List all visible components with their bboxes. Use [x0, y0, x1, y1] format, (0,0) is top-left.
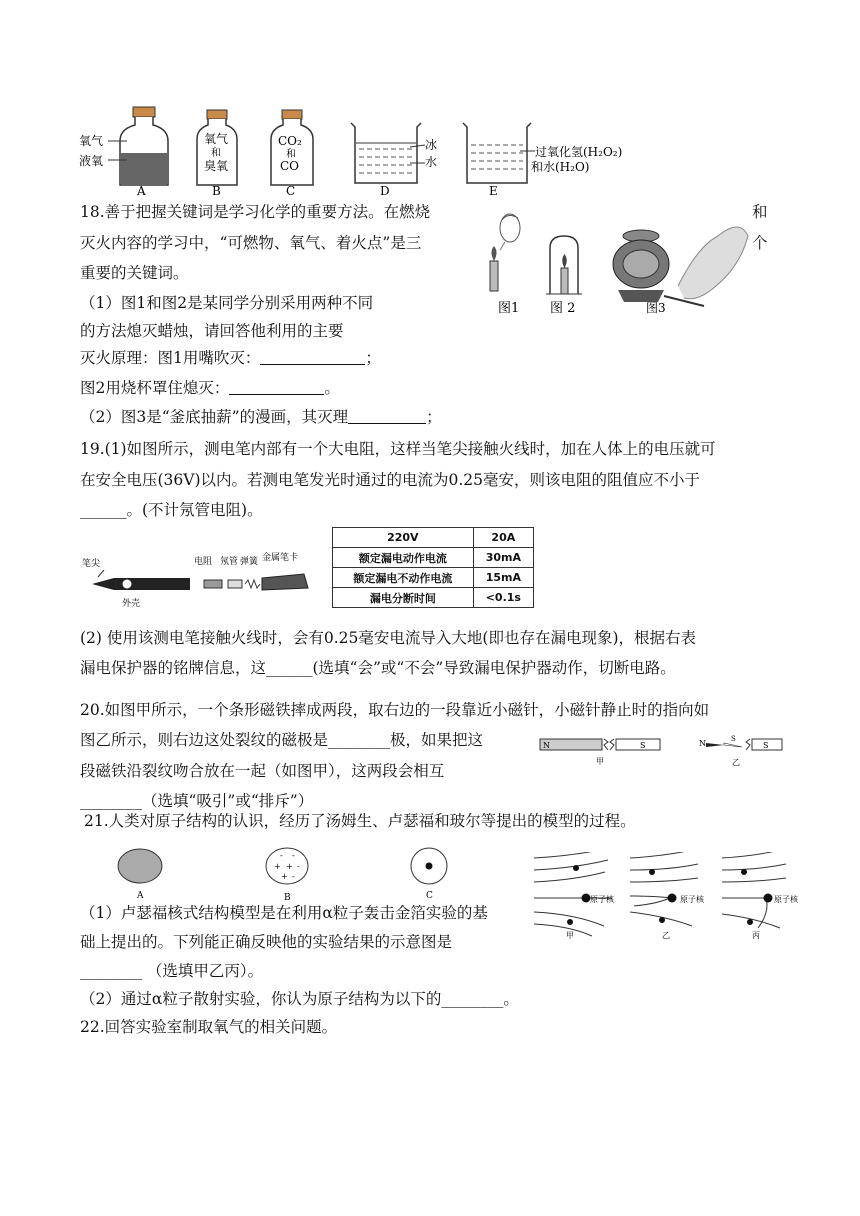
bottle-c-letter: C — [286, 184, 296, 197]
q21-line-5: （2）通过α粒子散射实验，你认为原子结构为以下的________。 — [80, 990, 519, 1008]
q18-line-4: （1）图1和图2是某同学分别采用两种不同 — [80, 294, 374, 312]
q18-line-1-tail: 和 — [752, 203, 768, 221]
q18-answer-blank-1[interactable] — [260, 350, 365, 365]
minus-sign: - — [297, 862, 300, 871]
scatter-jia-caption: 甲 — [566, 931, 574, 940]
q19-line-4: (2) 使用该测电笔接触火线时，会有0.25毫安电流导入大地(即也存在漏电现象)，根据右表 — [80, 629, 696, 647]
bottles-figure — [75, 105, 645, 197]
needle-n-label: N — [699, 739, 706, 748]
right-magnet-s-label: S — [763, 741, 769, 750]
scattering-figure — [530, 852, 810, 942]
q19-line-3: ______。(不计氖管电阻)。 — [80, 501, 263, 519]
table-row — [333, 548, 534, 568]
q22-line-1: 22.回答实验室制取氧气的相关问题。 — [80, 1018, 338, 1036]
atom-models-figure — [110, 846, 460, 904]
q21-line-3: 础上提出的。下列能正确反映他的实验结果的示意图是 — [80, 933, 453, 951]
q20-line-1: 20.如图甲所示，一个条形磁铁摔成两段，取右边的一段靠近小磁针，小磁针静止时的指向如 — [80, 701, 710, 719]
bottle-a-letter: A — [137, 184, 146, 197]
model-c-letter: C — [426, 891, 433, 901]
breaker-spec-table — [332, 527, 534, 608]
q18-line-5: 的方法熄灭蜡烛，请回答他利用的主要 — [80, 322, 344, 340]
table-row — [333, 528, 534, 548]
needle-s-label: S — [731, 735, 736, 743]
pen-label-shell: 外壳 — [122, 599, 141, 609]
q18-line-8 — [80, 406, 442, 428]
fig3-label: 图3 — [646, 301, 666, 315]
table-cell: 220V — [333, 528, 474, 548]
pen-label-spring: 弹簧 — [240, 557, 259, 567]
q18-line-6-text: 灭火原理：图1用嘴吹灭： — [80, 349, 261, 367]
bottle-c — [271, 110, 313, 197]
q19-line-5: 漏电保护器的铭牌信息，这______(选填“会”或“不会”导致漏电保护器动作，切断电路。 — [80, 659, 676, 677]
q20-line-3: 段磁铁沿裂纹吻合放在一起（如图甲），这两段会相互 — [80, 762, 445, 780]
beaker-d-label-1: 冰 — [425, 138, 438, 152]
bottle-c-label-3: CO — [280, 159, 300, 173]
scatter-yi-caption: 乙 — [662, 931, 670, 940]
q18-line-7-end: 。 — [324, 379, 340, 397]
model-c-nuclear — [411, 848, 447, 901]
bottle-b-label-1: 氧气 — [204, 132, 229, 146]
table-cell: 额定漏电不动作电流 — [333, 568, 474, 588]
fig2-covered-candle — [546, 236, 582, 316]
fig1-candle-blow — [490, 214, 520, 316]
magnet-figure — [538, 733, 788, 767]
q18-line-2: 灭火内容的学习中，“可燃物、氧气、着火点”是三 — [80, 234, 422, 252]
q18-figures — [478, 206, 750, 318]
bottle-b — [197, 110, 237, 197]
beaker-e-label-1: 过氧化氢(H₂O₂) — [535, 145, 623, 159]
q18-line-1: 18.善于把握关键词是学习化学的重要方法。在燃烧 — [80, 203, 431, 221]
table-cell: 额定漏电动作电流 — [333, 548, 474, 568]
magnet-s-label: S — [640, 741, 646, 750]
model-b-letter: B — [284, 893, 291, 903]
model-a-letter: A — [137, 891, 144, 901]
table-cell: 20A — [473, 528, 533, 548]
beaker-e — [463, 123, 622, 197]
table-cell: <0.1s — [473, 588, 533, 608]
q18-line-3: 重要的关键词。 — [80, 264, 189, 282]
q18-line-8-text: （2）图3是“釜底抽薪”的漫画，其灭理 — [80, 408, 349, 426]
bottle-b-letter: B — [212, 184, 221, 197]
scatter-jia-nucleus-label: 原子核 — [590, 895, 614, 904]
q18-line-2-tail: 个 — [752, 234, 768, 252]
table-row — [333, 588, 534, 608]
fig2-label: 图 2 — [550, 301, 576, 316]
q19-line-1: 19.(1)如图所示，测电笔内部有一个大电阻，这样当笔尖接触火线时，加在人体上的电压就可 — [80, 440, 716, 458]
plus-sign: + — [286, 862, 293, 871]
bottle-c-label-1: CO₂ — [278, 134, 302, 148]
plus-sign: + — [274, 862, 281, 871]
table-cell: 30mA — [473, 548, 533, 568]
pen-label-neon: 氖管 — [220, 557, 239, 567]
minus-sign: - — [280, 851, 283, 860]
scatter-yi-nucleus-label: 原子核 — [680, 895, 704, 904]
beaker-d-letter: D — [380, 184, 390, 197]
pen-label-resistor: 电阻 — [194, 557, 213, 567]
minus-sign: - — [292, 851, 295, 860]
q18-line-7-text: 图2用烧杯罩住熄灭： — [80, 379, 230, 397]
fig-jia-label: 甲 — [596, 757, 604, 766]
q18-line-7 — [80, 377, 340, 399]
bottle-a-label-2: 液氧 — [79, 154, 104, 168]
model-a-solid-sphere — [118, 849, 162, 901]
q21-line-1: 21.人类对原子结构的认识，经历了汤姆生、卢瑟福和玻尔等提出的模型的过程。 — [84, 812, 636, 830]
scatter-bing-caption: 丙 — [752, 931, 760, 940]
scatter-bing — [722, 852, 799, 940]
bottle-b-label-3: 臭氧 — [204, 159, 229, 173]
scatter-yi — [630, 852, 705, 940]
pen-label-clip: 金属笔卡 — [262, 553, 299, 563]
beaker-d — [351, 123, 437, 197]
q21-line-4: ________ （选填甲乙丙）。 — [80, 962, 264, 980]
scatter-jia — [534, 852, 615, 940]
beaker-d-label-2: 水 — [425, 155, 438, 169]
pen-label-tip: 笔尖 — [82, 559, 101, 569]
table-row — [333, 568, 534, 588]
q20-line-2: 图乙所示，则右边这处裂纹的磁极是________极，如果把这 — [80, 731, 484, 749]
scatter-bing-nucleus-label: 原子核 — [774, 895, 798, 904]
q19-line-2: 在安全电压(36V)以内。若测电笔发光时通过的电流为0.25毫安，则该电阻的阻值应不小于 — [80, 471, 701, 489]
model-b-plum-pudding — [266, 848, 308, 903]
q18-line-6 — [80, 347, 381, 369]
fig3-pot-cartoon — [613, 227, 748, 315]
beaker-e-label-2: 和水(H₂O) — [531, 160, 590, 174]
beaker-e-letter: E — [489, 184, 498, 197]
magnet-n-label: N — [543, 741, 550, 750]
fig1-label: 图1 — [498, 301, 520, 316]
test-pen-figure — [82, 552, 322, 612]
q18-line-8-end: ； — [426, 408, 442, 426]
fig-yi-label: 乙 — [732, 758, 740, 767]
q20-line-4: ________（选填“吸引”或“排斥”） — [80, 792, 314, 810]
plus-sign: + — [281, 872, 288, 881]
q18-line-6-end: ； — [365, 349, 381, 367]
table-cell: 漏电分断时间 — [333, 588, 474, 608]
bottle-b-label-2: 和 — [211, 148, 221, 159]
q21-line-2: （1）卢瑟福核式结构模型是在利用α粒子轰击金箔实验的基 — [80, 904, 488, 922]
q18-answer-blank-3[interactable] — [348, 409, 426, 424]
bottle-a-label-1: 氧气 — [79, 134, 104, 148]
bottle-a — [79, 107, 168, 197]
q18-answer-blank-2[interactable] — [229, 380, 324, 395]
minus-sign: - — [292, 872, 295, 881]
table-cell: 15mA — [473, 568, 533, 588]
bottle-c-label-2: 和 — [286, 149, 296, 160]
